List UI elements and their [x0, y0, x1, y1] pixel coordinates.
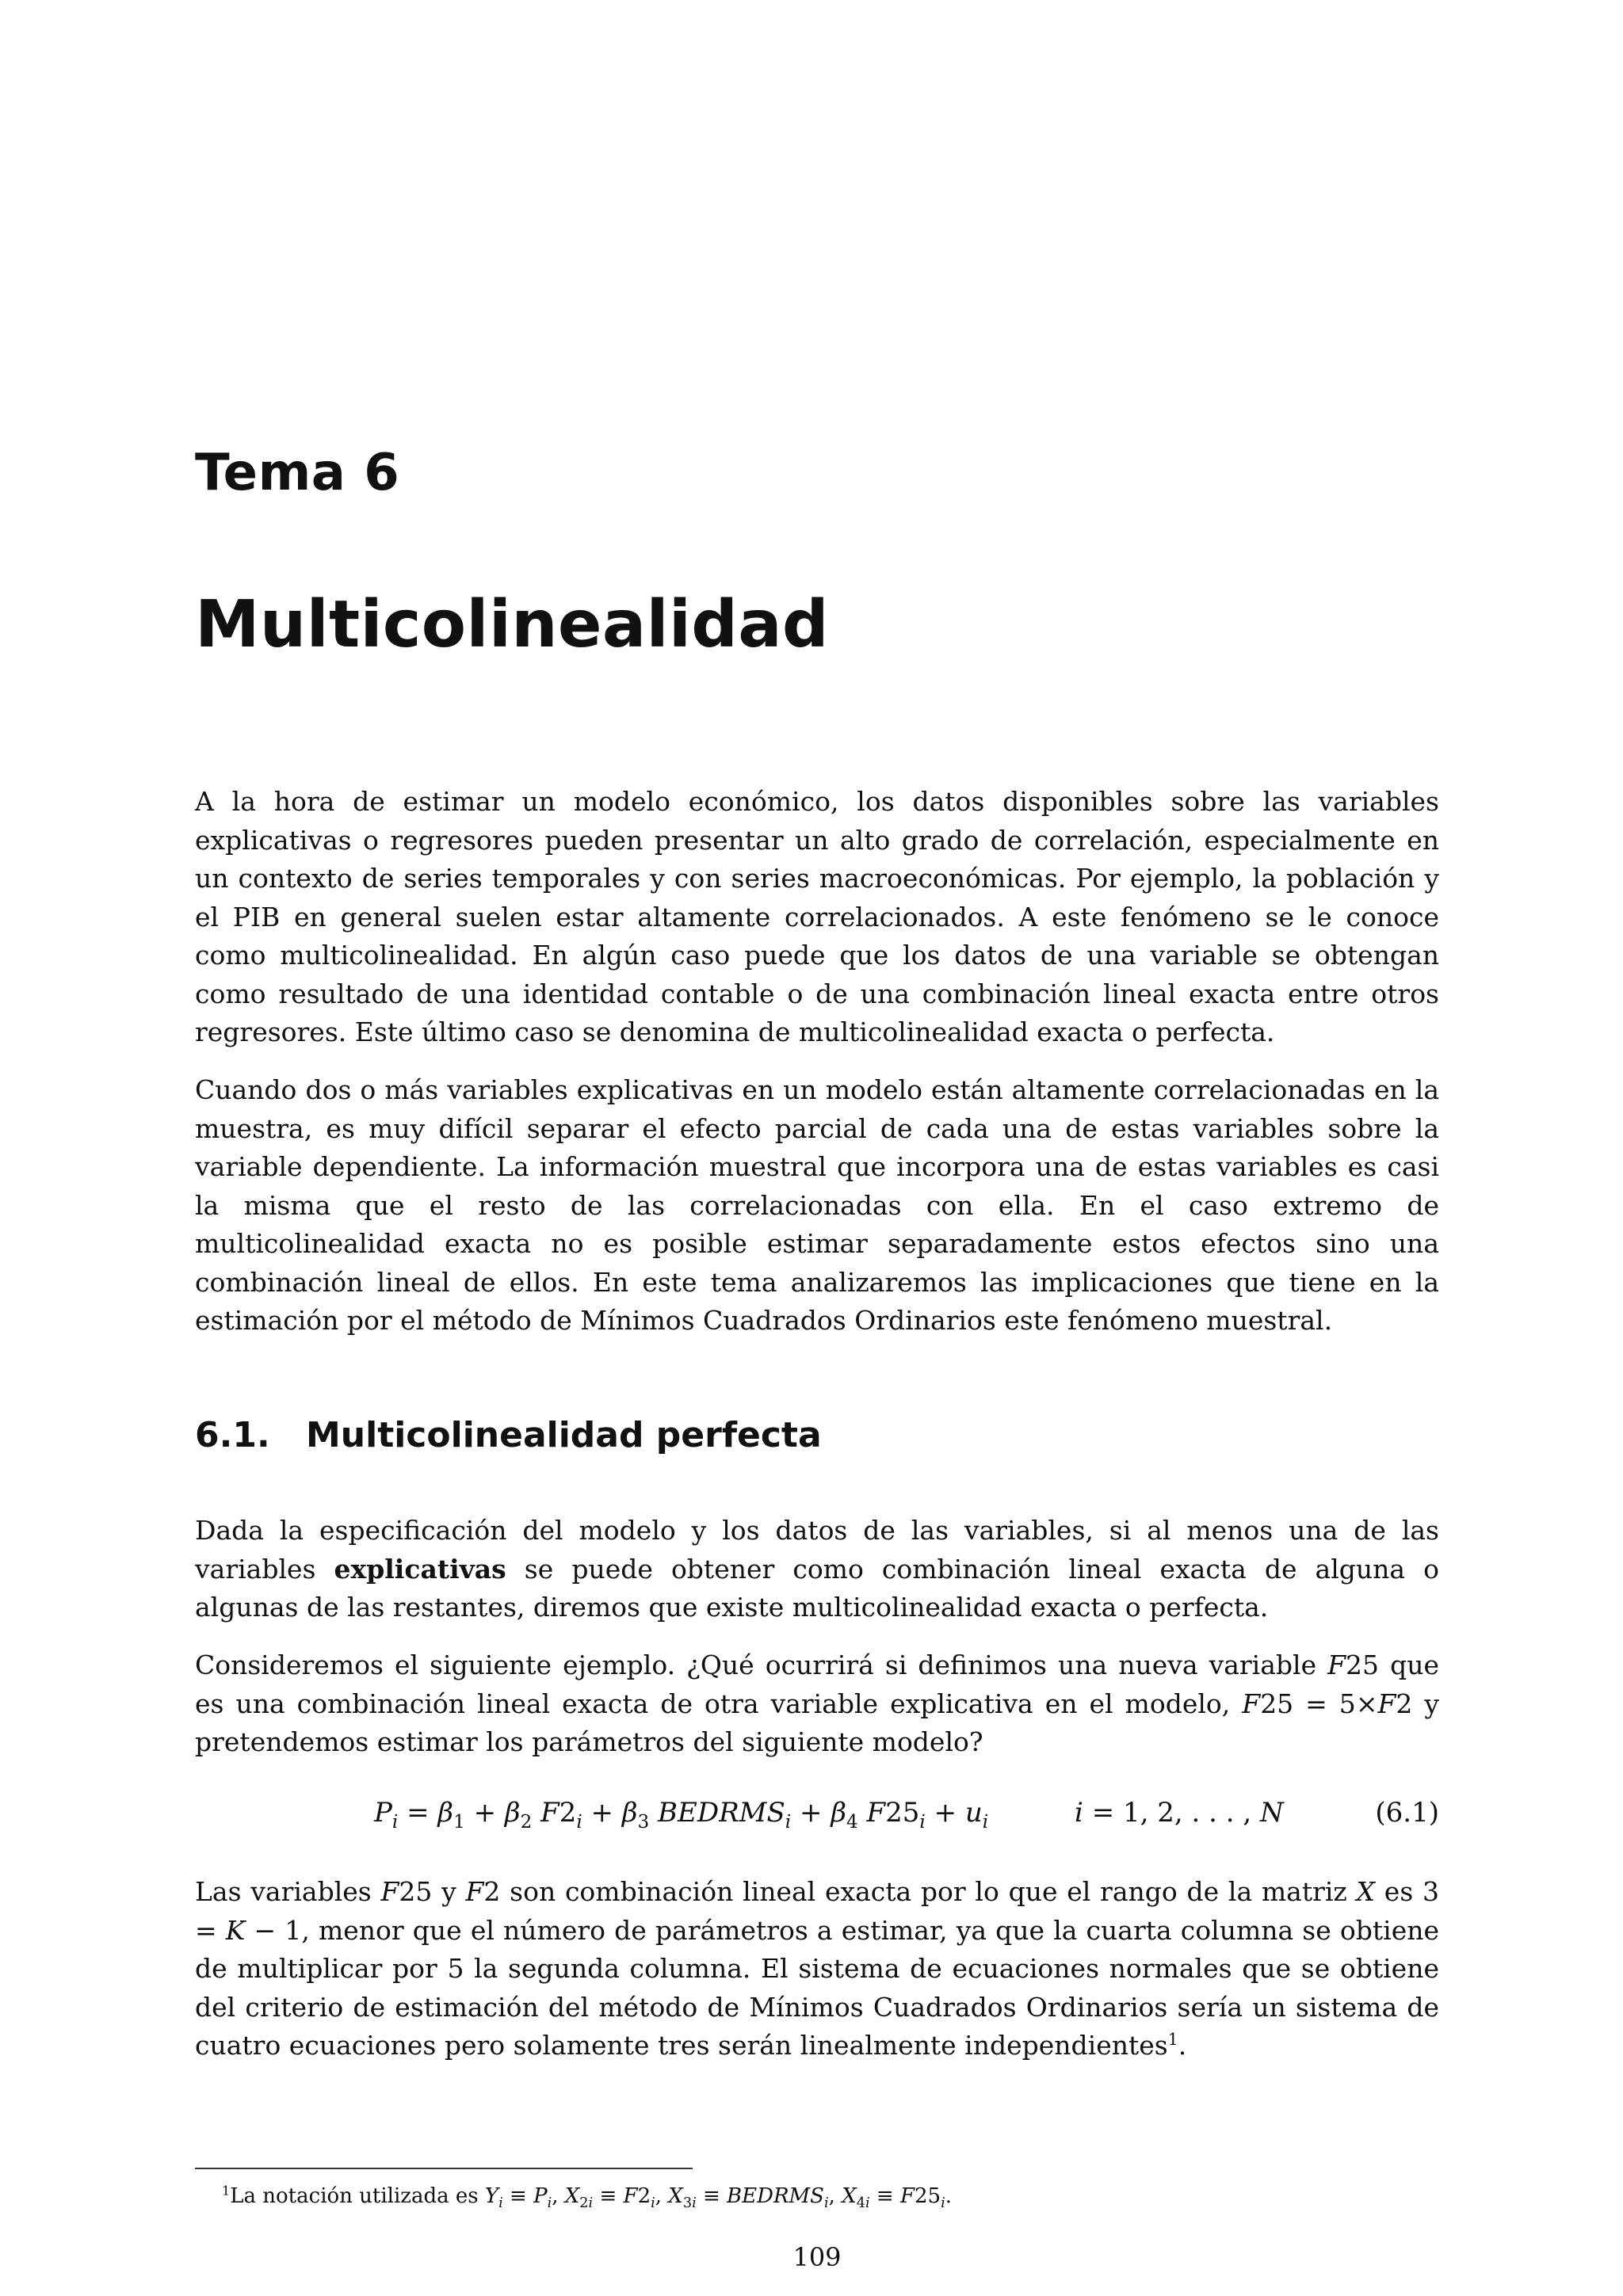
equation-index-range: i = 1, 2, . . . , N	[1075, 1797, 1284, 1829]
footnote-marker: 1	[1167, 2030, 1178, 2049]
section-title: Multicolinealidad perfecta	[306, 1415, 822, 1455]
bold-term: explicativas	[334, 1553, 506, 1585]
chapter-title: Multicolinealidad	[195, 587, 829, 662]
page-number: 109	[792, 2242, 842, 2272]
section-number: 6.1.	[195, 1415, 270, 1455]
section-paragraph-1: Dada la especificación del modelo y los datos de las variables, si al menos una de las variables explicativas se puede obtener como combinación lineal exacta de alguna o algunas de las restantes, diremos que existe multicolinealidad exacta o perfecta.	[195, 1515, 1439, 1623]
section-paragraph-3: Las variables F25 y F2 son combinación lineal exacta por lo que el rango de la matriz X es 3 = K − 1, menor que el número de parámetros a estimar, ya que la cuarta columna se obtiene de multiplicar por 5 la segunda columna. El sistema de ecuaciones normales que se obtiene del criterio de estimación del método de Mínimos Cuadrados Ordinarios sería un sistema de cuatro ecuaciones pero solamente tres serán linealmente independientes$^1$.	[195, 1876, 1440, 2061]
equation-number: (6.1)	[1375, 1797, 1439, 1829]
equation-6-1	[195, 1797, 1439, 1836]
intro-paragraph-1: A la hora de estimar un modelo económico, los datos disponibles sobre las variables explicativas o regresores pueden presentar un alto grado de correlación, especialmente en un contexto de series temporales y con series macroeconómicas. Por ejemplo, la población y el PIB en general suelen estar altamente correlacionados. A este fenómeno se le conoce como multicolinealidad. En algún caso puede que los datos de una variable se obtengan como resultado de una identidad contable o de una combinación lineal exacta entre otros regresores. Este último caso se denomina de multicolinealidad exacta o perfecta.	[195, 786, 1439, 1047]
section-paragraph-2: Consideremos el siguiente ejemplo. ¿Qué ocurrirá si definimos una nueva variable F25 que es una combinación lineal exacta de otra variable explicativa en el modelo, F25 = 5×F2 y pretendemos estimar los parámetros del siguiente modelo?	[195, 1650, 1440, 1757]
chapter-label: Tema 6	[195, 444, 400, 502]
intro-paragraph-2: Cuando dos o más variables explicativas en un modelo están altamente correlacionadas en la muestra, es muy difícil separar el efecto parcial de cada una de estas variables sobre la variable dependiente. La información muestral que incorpora una de estas variables es casi la misma que el resto de las correlacionadas con ella. En el caso extremo de multicolinealidad exacta no es posible estimar separadamente estos efectos sino una combinación lineal de ellos. En este tema analizaremos las implicaciones que tiene en la estimación por el método de Mínimos Cuadrados Ordinarios este fenómeno muestral.	[195, 1074, 1439, 1336]
footnote-1: $^1$La notación utilizada es $Y_i \equiv P_i$, $X_{2i} \equiv F2_i$, $X_{3i}$ ≡ $BEDRMS_i$, $X_{4i} \equiv F25_i$.	[222, 2183, 952, 2212]
section-heading	[195, 1415, 822, 1455]
footnote-rule	[195, 2168, 693, 2169]
equation-body: $P_i = \beta_1 + \beta_2$ $F2_i + \beta_3$ $BEDRMS_i + \beta_4$ $F25_i + u_i$	[374, 1797, 989, 1833]
document-page	[195, 0, 1439, 2296]
